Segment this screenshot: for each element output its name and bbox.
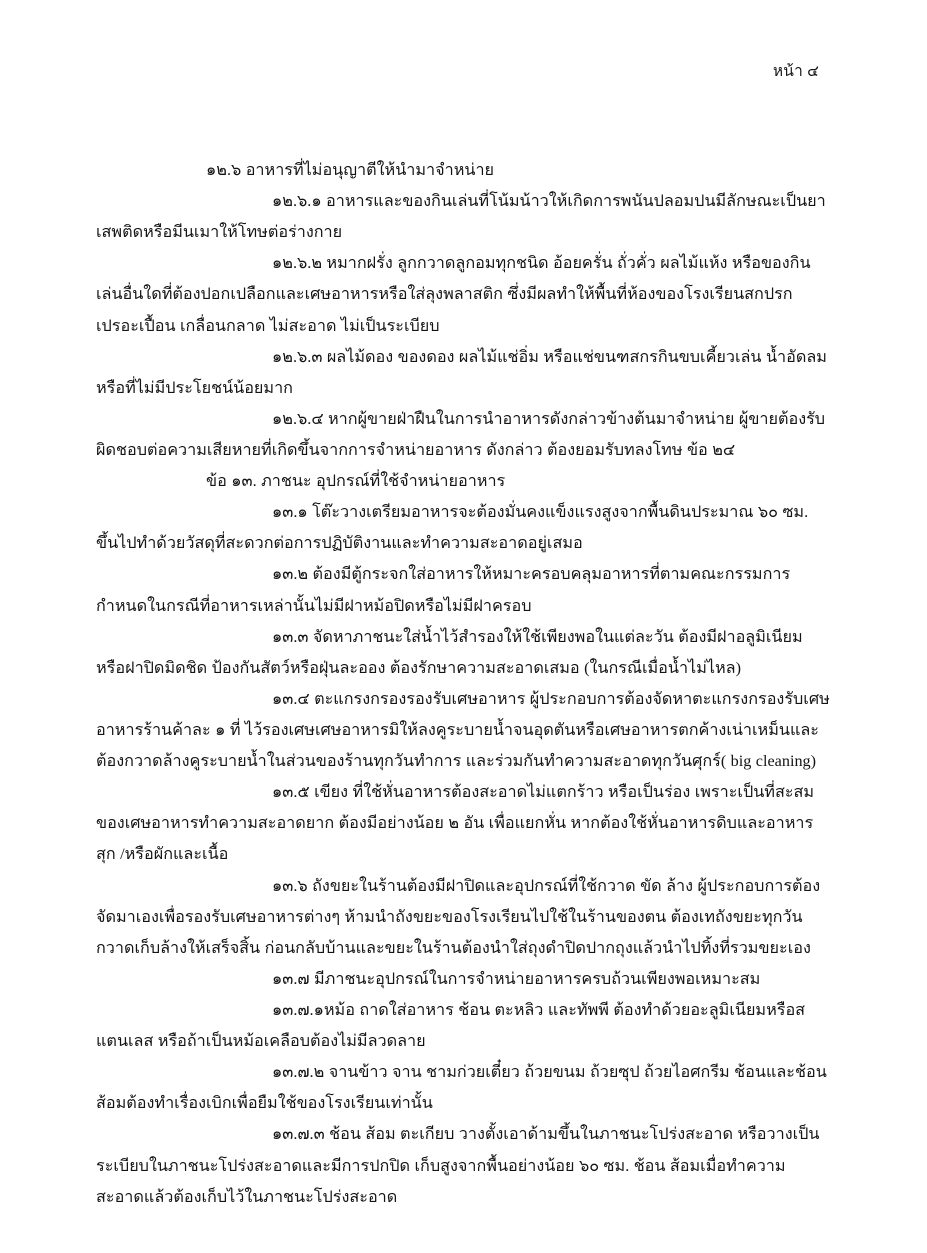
page-number-label: หน้า ๔ xyxy=(772,63,819,80)
paragraph-13-heading: ข้อ ๑๓. ภาชนะ อุปกรณ์ที่ใช้จำหน่ายอาหาร xyxy=(206,472,506,491)
paragraph-12-6-4: ๑๒.๖.๔ หากผู้ขายฝ่าฝืนในการนำอาหารดังกล่าวข้างต้นมาจำหน่าย ผู้ขายต้องรับผิดชอบต่อความเสียหายที่เกิดขึ้นจากการจำหน่ายอาหาร ดังกล่าว ต้องยอมรับทลงโทษ ข้อ ๒๔ xyxy=(96,409,826,459)
paragraph-13-7: ๑๓.๗ มีภาชนะอุปกรณ์ในการจำหน่ายอาหารครบถ้วนเพียงพอเหมาะสม xyxy=(272,969,761,988)
document-body xyxy=(96,155,831,1213)
paragraph-12-6: ๑๒.๖ อาหารที่ไม่อนุญาตีให้นำมาจำหน่าย xyxy=(206,161,495,179)
paragraph-13-3: ๑๓.๓ จัดหาภาชนะใส่น้ำไว้สำรองให้ใช้เพียงพอในแต่ละวัน ต้องมีฝาอลูมิเนียมหรือฝาปิดมิดชิด ป้องกันสัตว์หรือฝุ่นละออง ต้องรักษาความสะอาดเสมอ (ในกรณีเมื่อน้ำไม่ไหล) xyxy=(96,627,803,677)
paragraph-13-1: ๑๓.๑ โต๊ะวางเตรียมอาหารจะต้องมั่นคงแข็งแรงสูงจากพื้นดินประมาณ ๖๐ ซม. ขึ้นไปทำด้วยวัสดุที่สะดวกต่อการปฏิบัติงานและทำความสะอาดอยู่เสมอ xyxy=(96,503,809,553)
page-header xyxy=(96,58,819,83)
paragraph-13-7-1: ๑๓.๗.๑หม้อ ถาดใส่อาหาร ช้อน ตะหลิว และทัพพี ต้องทำด้วยอะลูมิเนียมหรือสแตนเลส หรือถ้าเป็นหม้อเคลือบต้องไม่มีลวดลาย xyxy=(96,1000,806,1051)
paragraph-13-4: ๑๓.๔ ตะแกรงกรองรองรับเศษอาหาร ผู้ประกอบการต้องจัดหาตะแกรงกรองรับเศษอาหารร้านค้าละ ๑ ที่ ไว้รองเศษเศษอาหารมิให้ลงคูระบายน้ำจนอุดตันหรือเศษอาหารตกค้างเน่าเหม็นและต้องกวาดล้างคูระบายน้ำในส่วนของร้านทุกวันทำการ และร่วมกันทำความสะอาดทุกวันศุกร์( big cleaning) xyxy=(96,689,830,771)
paragraph-13-7-2: ๑๓.๗.๒ จานข้าว จาน ชามก่วยเตี๋ยว ถ้วยขนม ถ้วยซุป ถ้วยไอศกรีม ช้อนและช้อนส้อมต้องทำเรื่องเบิกเพื่อยืมใช้ของโรงเรียนเท่านั้น xyxy=(96,1063,827,1113)
paragraph-13-6: ๑๓.๖ ถังขยะในร้านต้องมีฝาปิดและอุปกรณ์ที่ใช้กวาด ขัด ล้าง ผู้ประกอบการต้องจัดมาเองเพื่อรองรับเศษอาหารต่างๆ ห้ามนำถังขยะของโรงเรียนไปใช้ในร้านของตน ต้องเทถังขยะทุกวัน กวาดเก็บล้างให้เสร็จสิ้น ก่อนกลับบ้านและขยะในร้านต้องนำใส่ถุงดำปิดปากถุงแล้วนำไปทิ้งที่รวมขยะเอง xyxy=(96,876,821,957)
paragraph-12-6-3: ๑๒.๖.๓ ผลไม้ดอง ของดอง ผลไม้แช่อิ่ม หรือแช่ขนฑสกรกินขบเคี้ยวเล่น น้ำอัดลมหรือที่ไม่มีประโยชน์น้อยมาก xyxy=(96,347,827,397)
paragraph-13-2: ๑๓.๒ ต้องมีตู้กระจกใส่อาหารให้หมาะครอบคลุมอาหารที่ตามคณะกรรมการกำหนดในกรณีที่อาหารเหล่านั้นไม่มีฝาหม้อปิดหรือไม่มีฝาครอบ xyxy=(96,565,791,615)
paragraph-12-6-1: ๑๒.๖.๑ อาหารและของกินเล่นที่โน้มน้าวให้เกิดการพนันปลอมปนมีลักษณะเป็นยาเสพติดหรือมีนเมาให้โทษต่อร่างกาย xyxy=(96,192,826,242)
paragraph-13-7-3: ๑๓.๗.๓ ช้อน ส้อม ตะเกียบ วางตั้งเอาด้ามขึ้นในภาชนะโปร่งสะอาด หรือวางเป็นระเบียบในภาชนะโปร่งสะอาดและมีการปกปิด เก็บสูงจากพื้นอย่างน้อย ๖๐ ซม. ช้อน ส้อมเมื่อทำความสะอาดแล้วต้องเก็บไว้ในภาชนะโปร่งสะอาด xyxy=(96,1125,820,1206)
paragraph-12-6-2: ๑๒.๖.๒ หมากฝรั่ง ลูกกวาดลูกอมทุกชนิด อ้อยครั่น ถั่วคั่ว ผลไม้แห้ง หรือของกินเล่นอื่นใดที่ต้องปอกเปลือกและเศษอาหารหรือใส่ลุงพลาสติก ซึ่งมีผลทำให้พื้นที่ห้องของโรงเรียนสกปรก เปรอะเปื้อน เกลื่อนกลาด ไม่สะอาด ไม่เป็นระเบียบ xyxy=(96,254,811,335)
paragraph-13-5: ๑๓.๕ เขียง ที่ใช้หั่นอาหารต้องสะอาดไม่แตกร้าว หรือเป็นร่อง เพราะเป็นที่สะสมของเศษอาหารทำความสะอาดยาก ต้องมีอย่างน้อย ๒ อัน เพื่อแยกหั่น หากต้องใช้หั่นอาหารดิบและอาหารสุก /หรือผักและเนื้อ xyxy=(96,783,815,864)
